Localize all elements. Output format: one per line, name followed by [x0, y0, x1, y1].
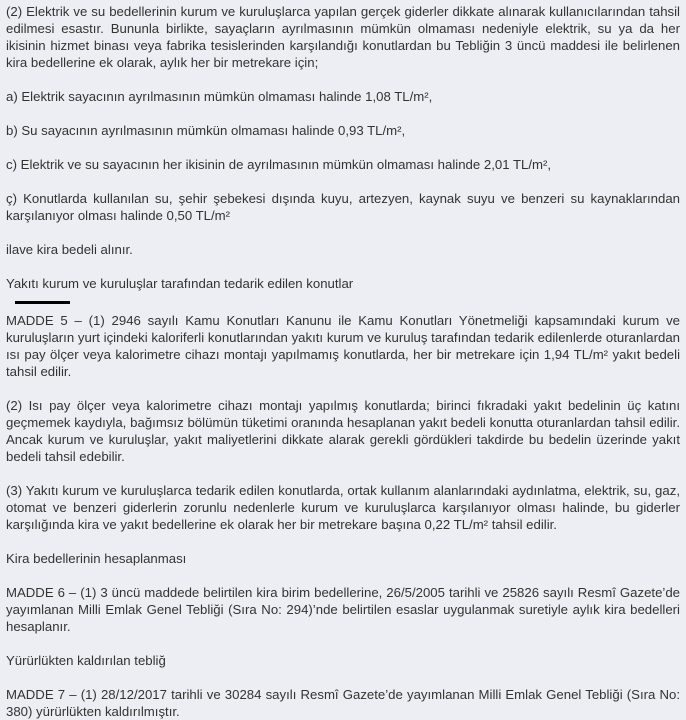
article-5-para-3: (3) Yakıtı kurum ve kuruluşlarca tedarik edilen konutlarda, ortak kullanım alanlarındaki aydınlatma, elektrik, su, gaz, otomat ve benzeri giderlerin zorunlu nedenlerle kurum ve kuruluşlarca karşılanıyor olması halinde, bu giderler karşılığında kira ve yakıt bedellerine ek olarak her bir metrekare başına 0,22 TL/m² tahsil edilir. [6, 483, 680, 532]
article-7-para-1: MADDE 7 – (1) 28/12/2017 tarihli ve 30284 sayılı Resmî Gazete’de yayımlanan Milli Emlak Genel Tebliği (Sıra No: 380) yürürlükten kaldırılmıştır. [6, 687, 680, 719]
paragraph-4-2-closing: ilave kira bedeli alınır. [6, 242, 133, 257]
article-5-para-1: MADDE 5 – (1) 2946 sayılı Kamu Konutları Kanunu ile Kamu Konutları Yönetmeliği kapsamındaki kurum ve kuruluşların yurt içindeki kaloriferli konutlarından yakıtı kurum ve kuruluş tarafından tedarik edilenlerde oturanlardan ısı pay ölçer veya kalorimetre cihazı montajı yapılmamış konutlarda, her bir metrekare için 1,94 TL/m² yakıt bedeli tahsil edilir. [6, 313, 680, 379]
list-item-c: c) Elektrik ve su sayacının her ikisinin de ayrılmasının mümkün olmaması halinde 2,01 TL/m², [6, 157, 552, 172]
article-5-para-2: (2) Isı pay ölçer veya kalorimetre cihazı montajı yapılmış konutlarda; birinci fıkradaki yakıt bedelinin üç katını geçmemek kaydıyla, bağımsız bölümün tüketimi oranında hesaplanan yakıt bedeli konutta oturanlardan tahsil edilir. Ancak kurum ve kuruluşlar, yakıt maliyetlerini dikkate alarak gerekli gördükleri takdirde bu bedelin üzerinde yakıt bedeli tahsil edebilir. [6, 398, 680, 464]
section-7-heading: Yürürlükten kaldırılan tebliğ [6, 653, 166, 668]
list-item-c-cedilla: ç) Konutlarda kullanılan su, şehir şebekesi dışında kuyu, artezyen, kaynak suyu ve benzeri su kaynaklarından karşılanıyor olması halinde 0,50 TL/m² [6, 191, 680, 223]
section-5-heading: Yakıtı kurum ve kuruluşlar tarafından tedarik edilen konutlar [6, 276, 354, 291]
article-6-para-1: MADDE 6 – (1) 3 üncü maddede belirtilen kira birim bedellerine, 26/5/2005 tarihli ve 25826 sayılı Resmî Gazete’de yayımlanan Milli Emlak Genel Tebliği (Sıra No: 294)’nde belirtilen esaslar uygulanmak suretiyle aylık kira bedelleri hesaplanır. [6, 585, 680, 634]
list-item-b: b) Su sayacının ayrılmasının mümkün olmaması halinde 0,93 TL/m², [6, 123, 406, 138]
paragraph-4-2-intro: (2) Elektrik ve su bedellerinin kurum ve kuruluşlarca yapılan gerçek giderler dikkate alınarak kullanıcılarından tahsil edilmesi esastır. Bununla birlikte, sayaçların ayrılmasının mümkün olmaması nedeniyle elektrik, su ya da her ikisinin hizmet binası veya fabrika tesislerinden karşılandığı konutlardan bu Tebliğin 3 üncü maddesi ile belirlenen kira bedellerine ek olarak, aylık her bir metrekare için; [6, 4, 680, 70]
section-6-heading: Kira bedellerinin hesaplanması [6, 551, 187, 566]
heading-divider [15, 301, 70, 304]
list-item-a: a) Elektrik sayacının ayrılmasının mümkün olmaması halinde 1,08 TL/m², [6, 89, 433, 104]
